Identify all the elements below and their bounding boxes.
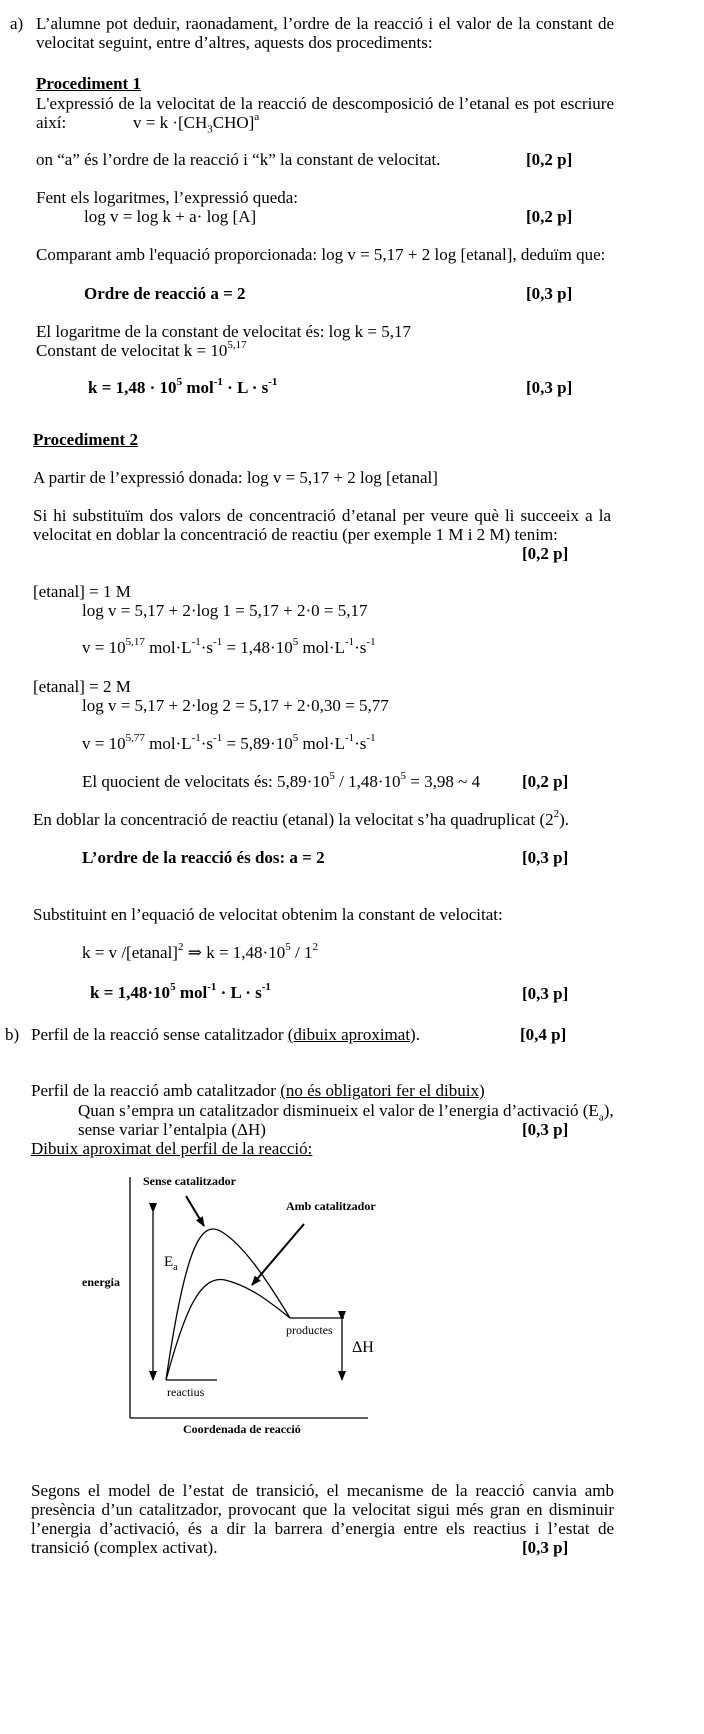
energy-profile-diagram — [0, 1160, 704, 1450]
conc1-velocity: $v = 10^{5,17}$ $mol\cdot L^{-1}\cdot s^{-1} = 1,48\cdot 10^5$ $mol\cdot L^{-1}\cdot s^{-1}$ — [82, 636, 376, 657]
profile-with-catalyst: Perfil de la reacció amb catalitzador (no és obligatori fer el dibuix) — [31, 1081, 485, 1100]
conc2-velocity: $v = 10^{5,77}$ $mol\cdot L^{-1}\cdot s^{-1} = 5,89\cdot 10^5$ $mol\cdot L^{-1}\cdot s^{-1}$ — [82, 732, 376, 753]
points-final: [0,3 p] — [522, 1538, 569, 1557]
procediment-1-title: Procediment 1 — [36, 74, 141, 93]
pointer-uncatalyzed — [186, 1196, 204, 1226]
drawing-title: Dibuix aproximat del perfil de la reacció: — [31, 1139, 313, 1158]
log-k-text: El logaritme de la constant de velocitat és: log k = 5,17 — [36, 322, 411, 341]
rate-expression: $v = k \cdot[CH_3CHO]^a$ — [133, 111, 260, 136]
velocity-quotient: El quocient de velocitats és: $5,89\cdot 10^5 / 1,48\cdot 10^5 = 3,98$ ~ 4 — [82, 770, 481, 791]
log-expression: log v = log k + a· log [A] — [84, 207, 257, 226]
conc2-log: log v = 5,17 + 2·log 2 = 5,17 + 2·0,30 = 5,77 — [82, 696, 389, 715]
points-order: [0,3 p] — [526, 284, 573, 303]
profile-without-catalyst: Perfil de la reacció sense catalitzador (dibuix aproximat). — [31, 1025, 420, 1044]
procediment-2-title: Procediment 2 — [33, 430, 138, 449]
k-value-proc2: $k = 1,48\cdot 10^5$ $mol^{-1} \cdot L \cdot s^{-1}$ — [90, 981, 271, 1002]
proc1-line1: L'expressió de la velocitat de la reacció de descomposició de l’etanal es pot escriure — [36, 94, 614, 113]
k-equation: k = v /[etanal]$^2$ ⇒ $k = 1,48\cdot 10^5 / 1^2$ — [82, 941, 318, 962]
substitution-text: Si hi substituïm dos valors de concentració d’etanal per veure què li succeeix a la velocitat en doblar la concentració de reactiu (per exemple 1 M i 2 M) tenim: — [33, 506, 611, 544]
where-text: on “a” és l’ordre de la reacció i “k” la constant de velocitat. — [36, 150, 441, 169]
points-order2: [0,3 p] — [522, 848, 569, 867]
log-intro: Fent els logaritmes, l’expressió queda: — [36, 188, 299, 207]
rate-constant-power: Constant de velocitat $k = 10^{5,17}$ — [36, 339, 247, 360]
doubling-text: En doblar la concentració de reactiu (etanal) la velocitat s’ha quadruplicat $(2^2)$. — [33, 808, 570, 829]
k-value-proc1: $k = 1,48 \cdot 10^5$ $mol^{-1} \cdot L \cdot s^{-1}$ — [88, 376, 278, 397]
points-k2: [0,3 p] — [522, 984, 569, 1003]
conc2-label: [etanal] = 2 M — [33, 677, 131, 696]
points-profile: [0,4 p] — [520, 1025, 567, 1044]
label-x-axis: Coordenada de reacció — [183, 1422, 301, 1436]
label-sense-catalitzador: Sense catalitzador — [143, 1174, 236, 1188]
catalyst-explanation-2: sense variar l’entalpia (ΔH) — [78, 1120, 266, 1139]
part-a-intro: L’alumne pot deduir, raonadament, l’ordre de la reacció i el valor de la constant de velocitat seguint, entre d’altres, aquests dos procediments: — [36, 14, 614, 52]
proc1-line2-prefix: així: — [36, 113, 67, 132]
compare-text: Comparant amb l'equació proporcionada: log v = 5,17 + 2 log [etanal], deduïm que: — [36, 245, 606, 264]
label-reactius: reactius — [167, 1385, 205, 1399]
conc1-log: log v = 5,17 + 2·log 1 = 5,17 + 2·0 = 5,17 — [82, 601, 368, 620]
catalyst-explanation: Quan s’empra un catalitzador disminueix el valor de l’energia d’activació $(E_a)$, — [78, 1101, 614, 1124]
final-paragraph: Segons el model de l’estat de transició, el mecanisme de la reacció canvia amb presència d’un catalitzador, provocant que la velocitat sigui més gran en disminuir l’energia d’activació, és a dir la barrera d’energia entre els reactius i l’estat de transició (complex activat). — [31, 1481, 614, 1557]
curve-uncatalyzed — [166, 1229, 290, 1380]
points-catalyst: [0,3 p] — [522, 1120, 569, 1139]
points-log: [0,2 p] — [526, 207, 573, 226]
label-delta-h: ΔH — [352, 1339, 374, 1356]
part-b-label: b) — [5, 1025, 20, 1044]
points-subst: [0,2 p] — [522, 544, 569, 563]
curve-catalyzed — [166, 1280, 290, 1380]
label-productes: productes — [286, 1323, 333, 1337]
label-amb-catalitzador: Amb catalitzador — [286, 1199, 376, 1213]
label-ea: $E_a$ — [164, 1254, 178, 1273]
part-a-label: a) — [10, 14, 24, 33]
substitution-k-text: Substituint en l’equació de velocitat obtenim la constant de velocitat: — [33, 905, 503, 924]
conc1-label: [etanal] = 1 M — [33, 582, 131, 601]
given-expression: A partir de l’expressió donada: log v = 5,17 + 2 log [etanal] — [33, 468, 438, 487]
order-result: Ordre de reacció a = 2 — [84, 284, 246, 303]
points-k1: [0,3 p] — [526, 378, 573, 397]
points-quotient: [0,2 p] — [522, 772, 569, 791]
order-result-2: L’ordre de la reacció és dos: a = 2 — [82, 848, 325, 867]
label-energia: energia — [82, 1275, 120, 1289]
points-where: [0,2 p] — [526, 150, 573, 169]
pointer-catalyzed — [252, 1224, 304, 1285]
